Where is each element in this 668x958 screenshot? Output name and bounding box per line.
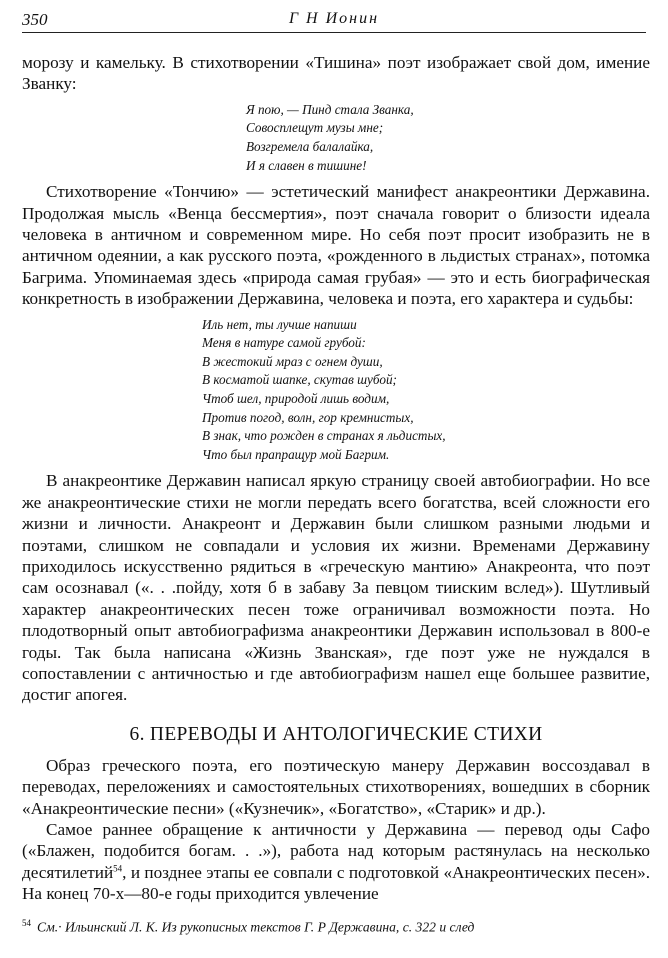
verse-line: Возгремела балалайка, xyxy=(246,139,374,154)
page-content xyxy=(22,52,650,905)
running-head: Г Н Ионин xyxy=(288,10,380,27)
paragraph-1: морозу и камельку. В стихотворении «Тишина» поэт изображает свой дом, имение Званку: xyxy=(22,53,650,94)
verse-line: В косматой шапке, скутав шубой; xyxy=(202,372,397,388)
verse-line: Меня в натуре самой грубой: xyxy=(202,335,366,351)
paragraph-5-text-b: , и позднее этапы ее совпали с подготовкой «Анакреонтических песен». На конец 70-х—80-е годы приходится увлечение xyxy=(22,862,650,904)
footnote xyxy=(22,918,650,936)
section-heading: 6. ПЕРЕВОДЫ И АНТОЛОГИЧЕСКИЕ СТИХИ xyxy=(129,723,543,745)
footnote-number: 54 xyxy=(22,918,31,928)
paragraph-5-text-a: Самое раннее обращение к античности у Державина — перевод оды Сафо («Блажен, подобится богам. . .»), работа над которым растянулась на несколько десятилетий xyxy=(22,820,650,882)
page-number: 350 xyxy=(22,10,48,29)
paragraph-5 xyxy=(22,819,650,905)
paragraph-2: Стихотворение «Тончию» — эстетический манифест анакреонтики Державина. Продолжая мысль «Венца бессмертия», поэт сначала говорит о близости идеала человека в античном и современном мире. Но себя поэт просит изобразить не в античном одеянии, а как русского поэта, «рожденного в льдистых странах», потомка Багрима. Упоминаемая здесь «природа самая грубая» — это и есть биографическая конкретность в изображении Державина, человека и поэта, его характера и судьбы: xyxy=(22,182,650,309)
verse-line: Что был прапращур мой Багрим. xyxy=(202,446,390,462)
verse-line: Совосплещут музы мне; xyxy=(246,120,384,136)
verse-line: И я славен в тишине! xyxy=(246,157,367,173)
page-header xyxy=(22,10,646,33)
verse-line: Я пою, — Пинд стала Званка, xyxy=(246,101,414,117)
verse-line: Чтоб шел, природой лишь водим, xyxy=(202,391,390,406)
paragraph-3: В анакреонтике Державин написал яркую страницу своей автобиографии. Но все же анакреонтические стихи не могли передать всего богатства, всей сложности его жизни и личности. Анакреонт и Державин были слишком разными людьми и поэтами, слишком не совпадали и условия их жизни. Временами Державину приходилось искусственно рядиться в «греческую мантию» Анакреонта, что поэт сам осознавал («. . .пойду, хотя б в забаву За певцом тииским вслед»). Шутливый характер анакреонтических песен тоже ограничивал возможности поэта. Но плодотворный опыт автобиографизма анакреонтики Державин использовал в 800-е годы. Так была написана «Жизнь Званская», где поэт уже не нуждался в сопоставлении с античностью и где автобиографизм нашел еще большее развитие, достиг апогея. xyxy=(22,471,650,705)
verse-line: В знак, что рожден в странах я льдистых, xyxy=(202,428,446,444)
verse-tonchiyu xyxy=(202,316,650,465)
paragraph-4: Образ греческого поэта, его поэтическую манеру Державин воссоздавал в переводах, переложениях и самостоятельных стихотворениях, вошедших в сборник «Анакреонтические песни» («Кузнечик», «Богатство», «Старик» и др.). xyxy=(22,755,650,818)
footnote-text: См.· Ильинский Л. К. Из рукописных текстов Г. Р Державина, с. 322 и след xyxy=(37,919,475,935)
verse-line: В жестокий мраз с огнем души, xyxy=(202,353,383,369)
verse-line: Против погод, волн, гор кремнистых, xyxy=(202,409,414,425)
verse-tishina xyxy=(246,101,650,175)
footnote-reference: 54 xyxy=(113,863,123,874)
verse-line: Иль нет, ты лучше напиши xyxy=(202,316,357,332)
